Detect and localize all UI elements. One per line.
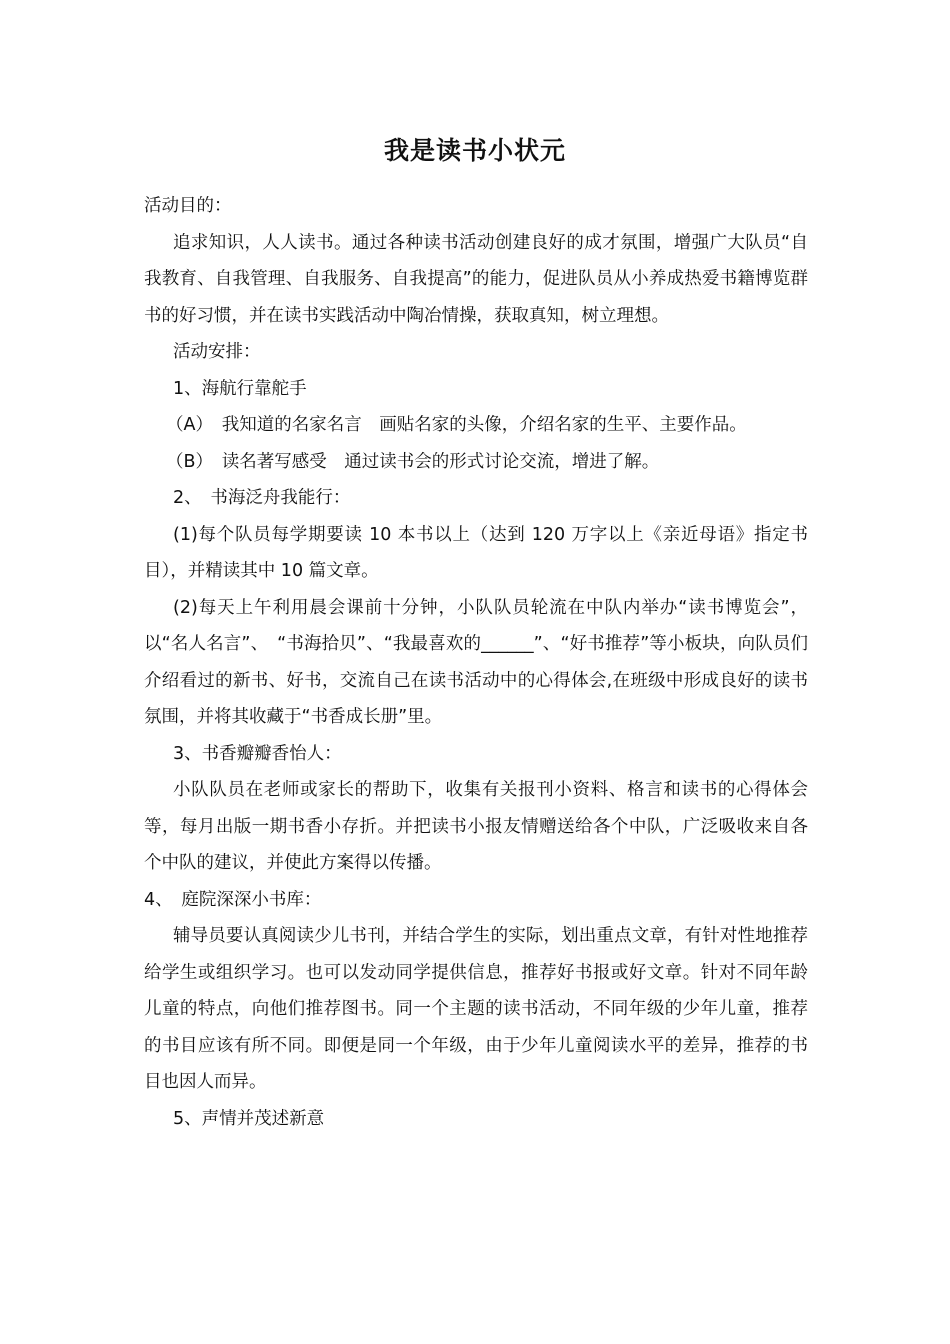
paragraph-item-4-heading: 4、 庭院深深小书库： [144,889,322,910]
paragraph-item-4-text: 辅导员要认真阅读少儿书刊，并结合学生的实际，划出重点文章，有针对性地推荐给学生或组织学习。也可以发动同学提供信息，推荐好书报或好文章。针对不同年龄儿童的特点，向他们推荐图书。同一个主题的读书活动，不同年级的少年儿童，推荐的书目应该有所不同。即便是同一个年级，由于少年儿童阅读水平的差异，推荐的书目也因人而异。 [144,926,808,1092]
paragraph-item-3-heading: 3、书香瓣瓣香怡人： [173,743,342,764]
paragraph-item-1-heading: 1、海航行靠舵手 [173,378,307,399]
document-body [144,188,808,1137]
paragraph-purpose-text: 追求知识，人人读书。通过各种读书活动创建良好的成才氛围，增强广大队员“自我教育、自我管理、自我服务、自我提高”的能力，促进队员从小养成热爱书籍博览群书的好习惯，并在读书实践活动中陶冶情操，获取真知，树立理想。 [144,232,808,326]
paragraph-item-3-text: 小队队员在老师或家长的帮助下，收集有关报刊小资料、格言和读书的心得体会等，每月出版一期书香小存折。并把读书小报友情赠送给各个中队，广泛吸收来自各个中队的建议，并使此方案得以传播。 [144,780,808,873]
paragraph-arrangement-heading: 活动安排： [173,342,261,362]
paragraph-item-2-heading: 2、 书海泛舟我能行： [173,488,351,508]
paragraph-item-5-heading: 5、声情并茂述新意 [173,1108,325,1129]
paragraph-item-2-1: (1)每个队员每学期要读 10 本书以上（达到 120 万字以上《亲近母语》指定书目），并精读其中 10 篇文章。 [144,524,808,581]
paragraph-purpose-heading: 活动目的： [144,196,232,216]
paragraph-item-1a: （A） 我知道的名家名言 画贴名家的头像，介绍名家的生平、主要作品。 [166,415,747,435]
paragraph-item-1b: （B） 读名著写感受 通过读书会的形式讨论交流，增进了解。 [166,451,660,472]
document-title: 我是读书小状元 [383,136,566,165]
paragraph-item-2-2: (2)每天上午利用晨会课前十分钟，小队队员轮流在中队内举办“读书博览会”，以“名人名言”、 “书海拾贝”、“我最喜欢的______”、“好书推荐”等小板块，向队员们介绍看过的新书、好书，交流自己在读书活动中的心得体会,在班级中形成良好的读书氛围，并将其收藏于“书香成长册”里。 [144,597,808,727]
